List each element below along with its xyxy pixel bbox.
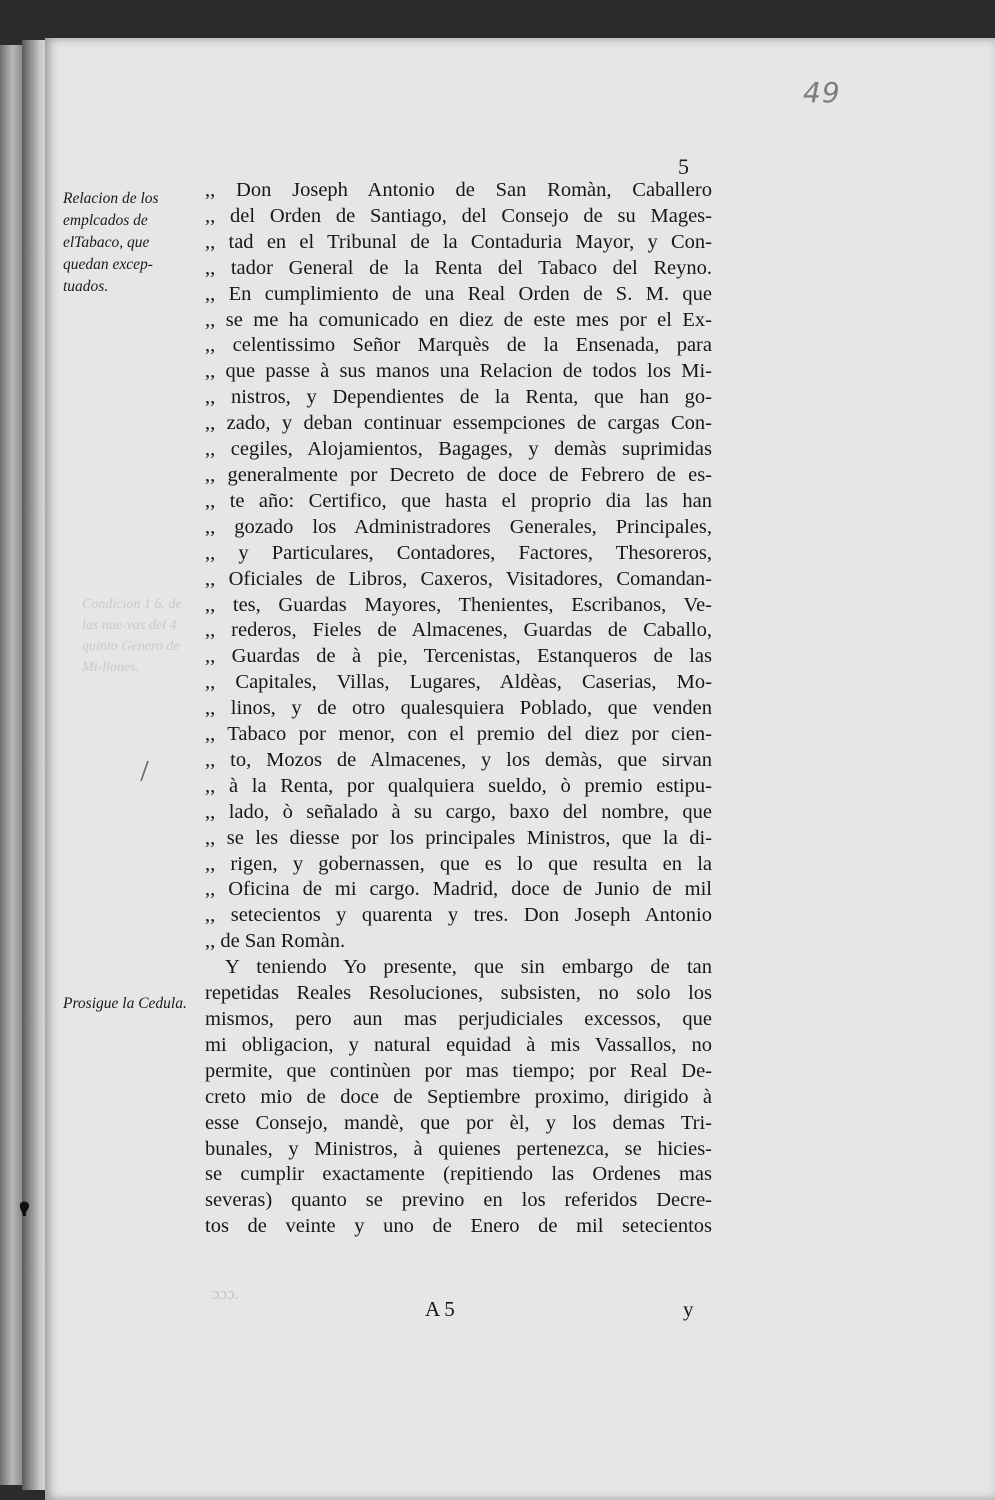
text-line: mi obligacion, y natural equidad à mis Vassallos, no — [205, 1033, 712, 1056]
text-line: ,, Tabaco por menor, con el premio del diez por cien- — [205, 723, 712, 746]
text-line: severas) quanto se previno en los referidos Decre- — [205, 1189, 712, 1212]
text-line: se cumplir exactamente (repitiendo las Ordenes mas — [205, 1163, 712, 1186]
text-line: ,, que passe à sus manos una Relacion de todos los Mi- — [205, 360, 712, 383]
text-line: ,, à la Renta, por qualquiera sueldo, ò premio estipu- — [205, 774, 712, 797]
text-line: tos de veinte y uno de Enero de mil setecientos — [205, 1215, 712, 1238]
text-line: ,, to, Mozos de Almacenes, y los demàs, que sirvan — [205, 748, 712, 771]
text-line: esse Consejo, mandè, que por èl, y los demas Tri- — [205, 1111, 712, 1134]
page-number: 5 — [678, 154, 689, 179]
text-line: ,, y Particulares, Contadores, Factores, Thesoreros, — [205, 541, 712, 564]
text-line: ,, Don Joseph Antonio de San Romàn, Caballero — [205, 179, 712, 201]
margin-note-prosigue: Prosigue la Cedula. — [63, 995, 187, 1012]
signature-mark: A 5 — [425, 1297, 455, 1321]
bleed-through-bottom: ɔɔɔ. — [212, 1284, 239, 1303]
text-line: ,, En cumplimiento de una Real Orden de S. M. que — [205, 282, 712, 305]
text-line: ,, celentissimo Señor Marquès de la Ensenada, para — [205, 334, 712, 357]
text-line: permite, que continùen por mas tiempo; por Real De- — [205, 1059, 712, 1082]
text-line: ,, Oficina de mi cargo. Madrid, doce de Junio de mil — [205, 878, 712, 901]
text-line: ,, setecientos y quarenta y tres. Don Joseph Antonio — [205, 904, 712, 927]
text-line: ,, generalmente por Decreto de doce de Febrero de es- — [205, 463, 712, 486]
text-line: ,, tad en el Tribunal de la Contaduria Mayor, y Con- — [205, 230, 712, 253]
folio-number: 49 — [803, 76, 841, 109]
text-line: ,, rigen, y gobernassen, que es lo que resulta en la — [205, 852, 712, 875]
text-line: ,, lado, ò señalado à su cargo, baxo del nombre, que — [205, 800, 712, 823]
margin-note-relacion: Relacion de los emplcados de elTabaco, que quedan excep-tuados. — [63, 190, 159, 295]
text-line: ,, tes, Guardas Mayores, Thenientes, Escribanos, Ve- — [205, 593, 712, 616]
text-line: ,, linos, y de otro qualesquiera Poblado, que venden — [205, 697, 712, 720]
text-line: ,, de San Romàn. — [205, 930, 346, 953]
text-line: ,, Guardas de à pie, Tercenistas, Estanqueros de las — [205, 645, 712, 668]
text-line: repetidas Reales Resoluciones, subsisten, no solo los — [205, 982, 712, 1005]
ink-blot-icon — [16, 1196, 38, 1218]
text-line: ,, se me ha comunicado en diez de este mes por el Ex- — [205, 308, 712, 331]
catchword: y — [683, 1297, 694, 1321]
text-line: ,, te año: Certifico, que hasta el proprio dia las han — [205, 489, 712, 512]
text-line: ,, cegiles, Alojamientos, Bagages, y demàs suprimidas — [205, 438, 712, 461]
text-line: ,, tador General de la Renta del Tabaco del Reyno. — [205, 256, 712, 279]
text-line: mismos, pero aun mas perjudiciales excessos, que — [205, 1008, 712, 1030]
text-line: ,, zado, y deban continuar essempciones de cargas Con- — [205, 412, 712, 435]
text-line: ,, se les diesse por los principales Ministros, que la di- — [205, 826, 712, 849]
text-line: ,, Oficiales de Libros, Caxeros, Visitadores, Comandan- — [205, 567, 712, 590]
text-line: ,, rederos, Fieles de Almacenes, Guardas de Caballo, — [205, 619, 712, 642]
body-text — [205, 178, 712, 1240]
text-line: ,, gozado los Administradores Generales, Principales, — [205, 515, 712, 538]
text-line: creto mio de doce de Septiembre proximo, dirigido à — [205, 1085, 712, 1108]
bleed-through-note: Condicion 1 6. de las nue-vas del 4 quinto Genero de Mi-llones. — [82, 597, 182, 675]
left-page-edge — [0, 45, 22, 1485]
text-line: Y teniendo Yo presente, que sin embargo de tan — [225, 956, 712, 979]
text-line: ,, del Orden de Santiago, del Consejo de su Mages- — [205, 204, 712, 227]
text-line: bunales, y Ministros, à quienes pertenezca, se hicies- — [205, 1137, 712, 1160]
text-line: ,, Capitales, Villas, Lugares, Aldèas, Caserias, Mo- — [205, 671, 712, 694]
pencil-stroke-icon — [138, 760, 150, 782]
text-line: ,, nistros, y Dependientes de la Renta, que han go- — [205, 386, 712, 409]
